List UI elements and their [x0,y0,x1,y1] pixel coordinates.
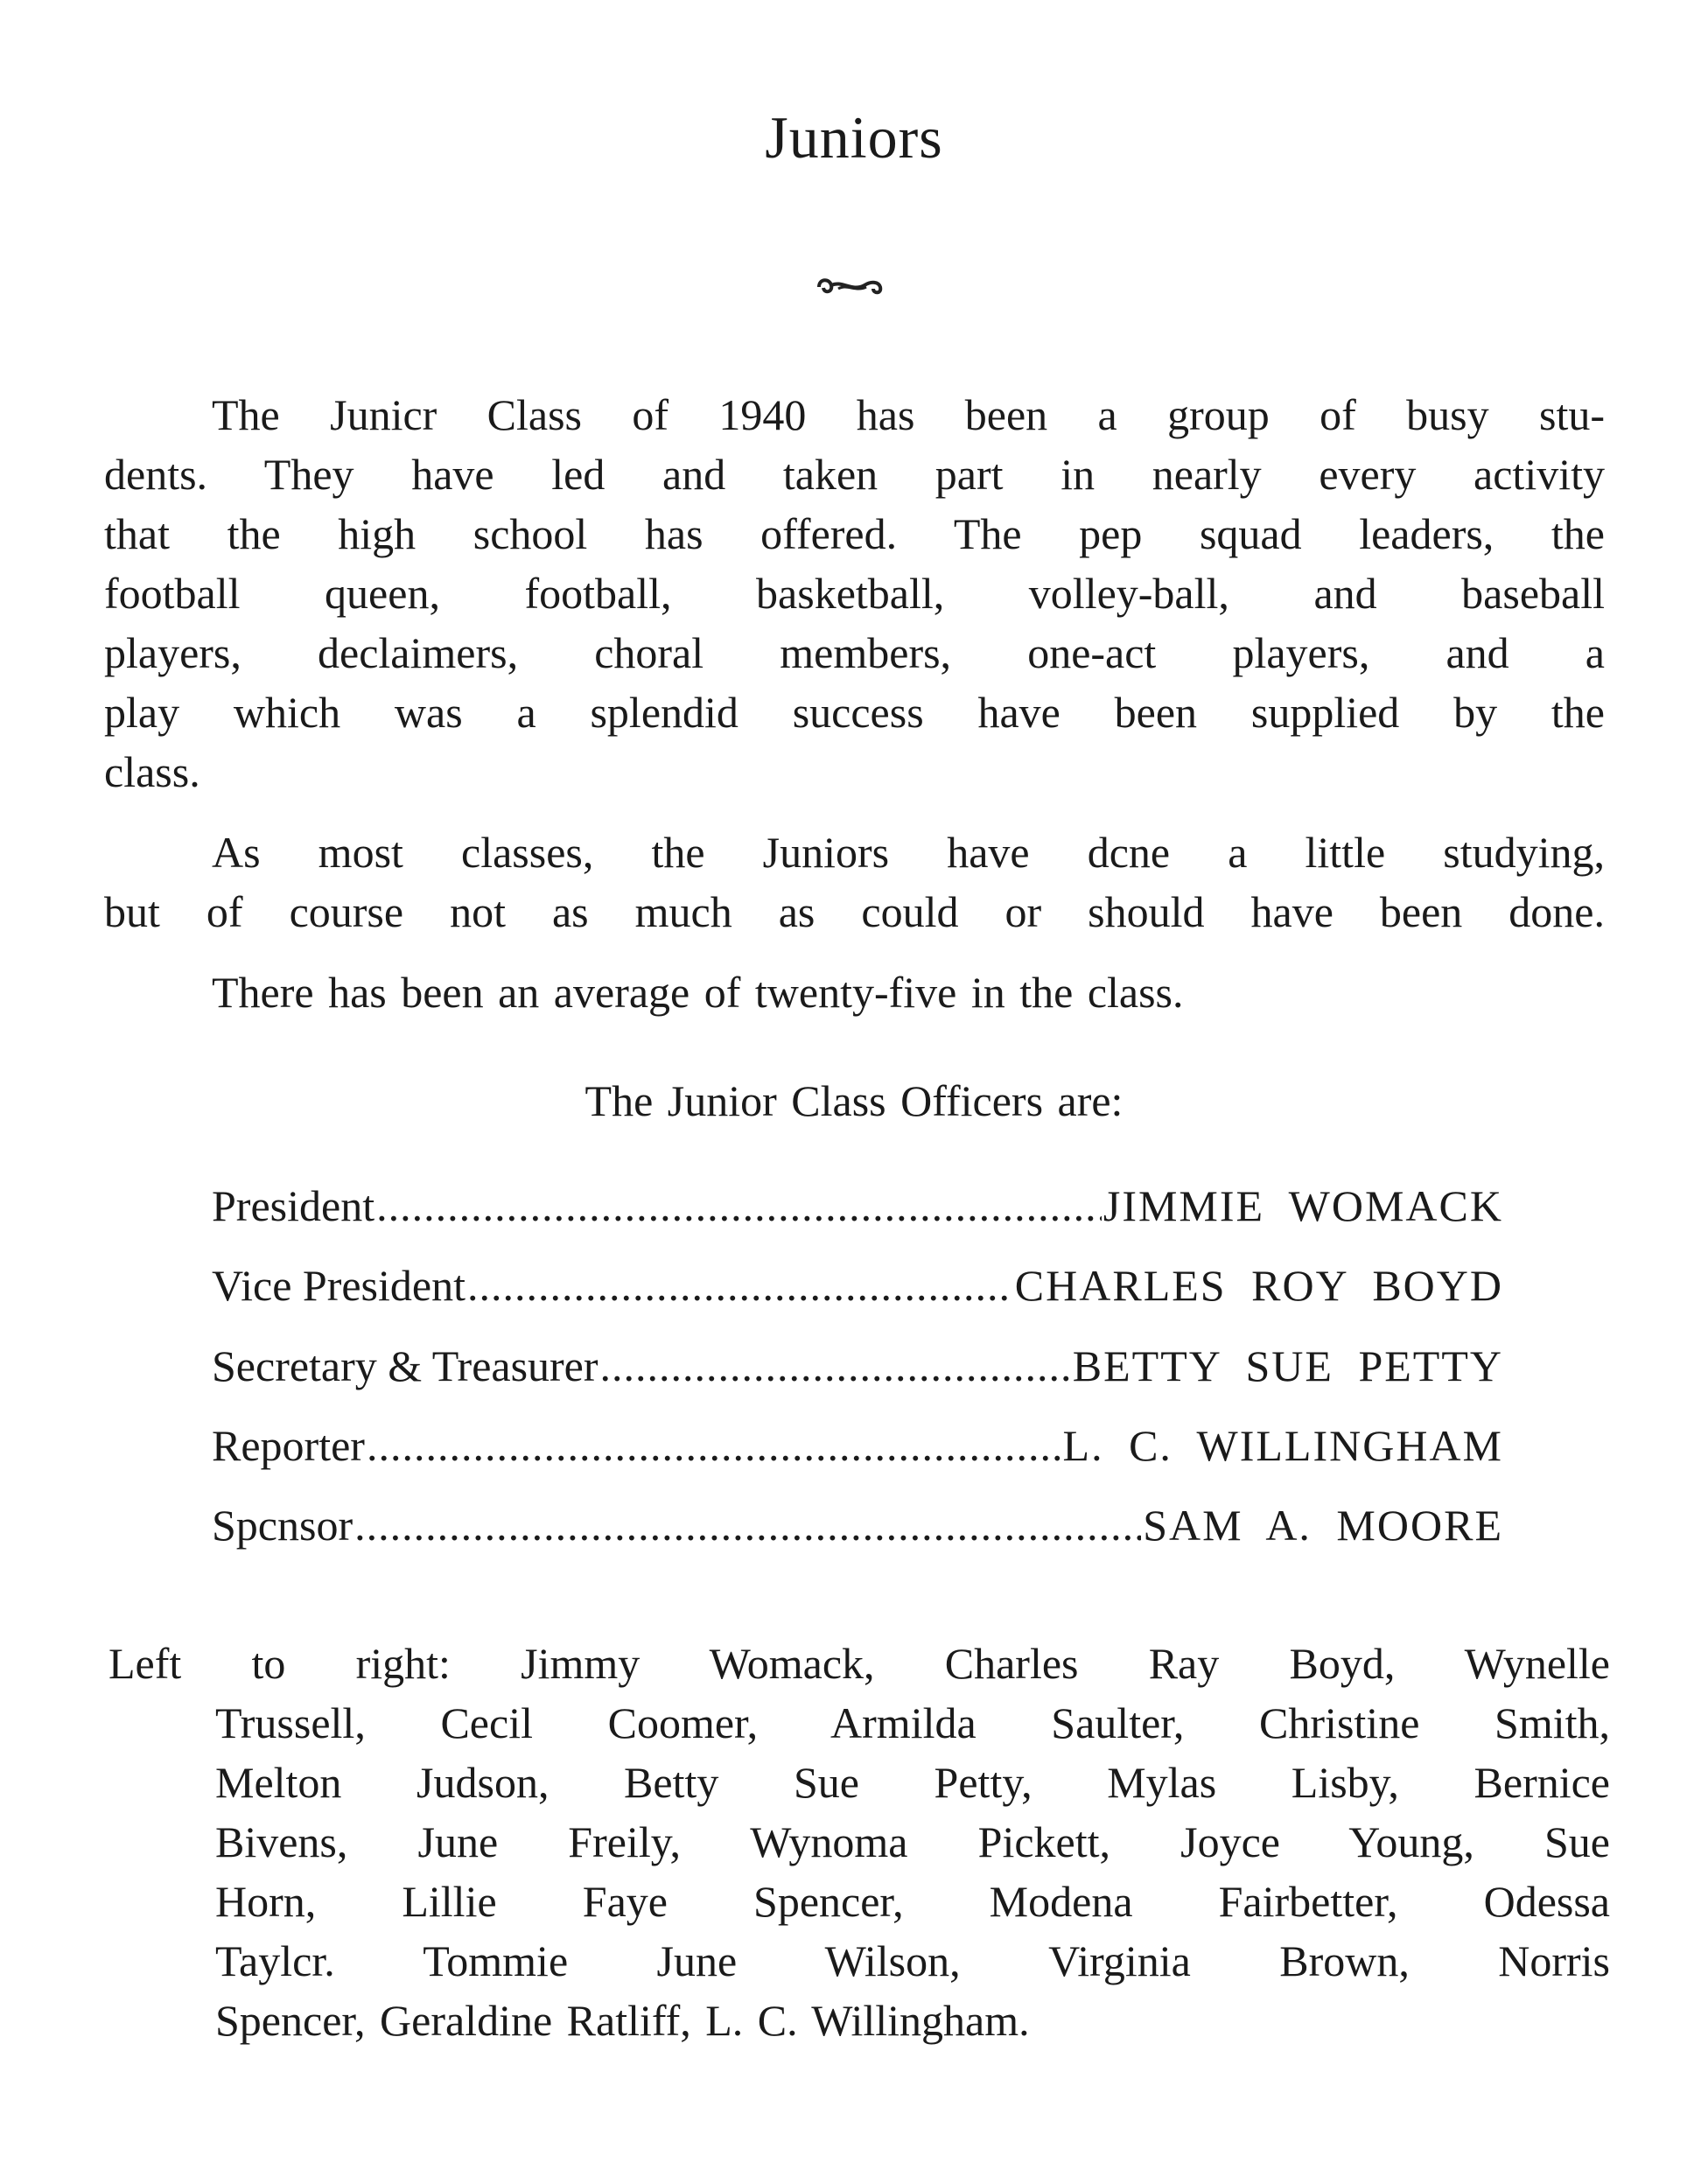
officer-row-vice-president [212,1256,1503,1315]
officer-role: Spcnsor [212,1501,354,1550]
scroll-ornament-icon [812,268,891,303]
officer-name: CHARLES ROY BOYD [1014,1261,1503,1310]
caption-line: Taylcr. Tommie June Wilson, Virginia Brown, Norris [215,1936,1610,1985]
dot-leader [467,1256,1013,1315]
caption-line: Horn, Lillie Faye Spencer, Modena Fairbetter, Odessa [215,1877,1610,1926]
paragraph-1-line: class. [104,747,200,796]
paragraph-1-line: players, declaimers, choral members, one-act players, and a [104,628,1605,677]
paragraph-1-line: dents. They have led and taken part in nearly every activity [104,450,1605,499]
caption-line: Spencer, Geraldine Ratliff, L. C. Willingham. [215,1996,1030,2045]
dot-leader [376,1176,1102,1236]
officer-role: Secretary & Treasurer [212,1341,598,1390]
paragraph-1-line: that the high school has offered. The pep squad leaders, the [104,509,1605,558]
paragraph-1-line: football queen, football, basketball, volley-ball, and baseball [104,569,1605,618]
officer-row-president [212,1176,1503,1236]
paragraph-3: There has been an average of twenty-five in the class. [212,968,1184,1017]
dot-leader [600,1336,1071,1396]
paragraph-2-line: As most classes, the Juniors have dcne a little studying, [212,828,1605,877]
caption-line: Melton Judson, Betty Sue Petty, Mylas Lisby, Bernice [215,1758,1610,1807]
officer-role: Reporter [212,1421,365,1470]
dot-leader [354,1495,1141,1555]
paragraph-1-line: The Junicr Class of 1940 has been a group of busy stu- [212,390,1605,439]
officer-name: L. C. WILLINGHAM [1062,1421,1503,1470]
page-title: Juniors [765,104,943,171]
officer-name: JIMMIE WOMACK [1102,1181,1503,1230]
caption-line: Trussell, Cecil Coomer, Armilda Saulter, Christine Smith, [215,1698,1610,1747]
officers-heading: The Junior Class Officers are: [584,1076,1124,1125]
officer-row-sponsor [212,1495,1503,1555]
dot-leader [367,1416,1061,1475]
officer-role: President [212,1181,375,1230]
officer-name: BETTY SUE PETTY [1072,1341,1503,1390]
officer-row-reporter [212,1416,1503,1475]
caption-line: Bivens, June Freily, Wynoma Pickett, Joyce Young, Sue [215,1817,1610,1866]
officer-name: SAM A. MOORE [1143,1501,1503,1550]
caption-line: Left to right: Jimmy Womack, Charles Ray Boyd, Wynelle [108,1639,1610,1688]
officer-role: Vice President [212,1261,466,1310]
officer-row-secretary-treasurer [212,1336,1503,1396]
paragraph-1-line: play which was a splendid success have been supplied by the [104,688,1605,737]
paragraph-2-line: but of course not as much as could or should have been done. [104,887,1605,936]
